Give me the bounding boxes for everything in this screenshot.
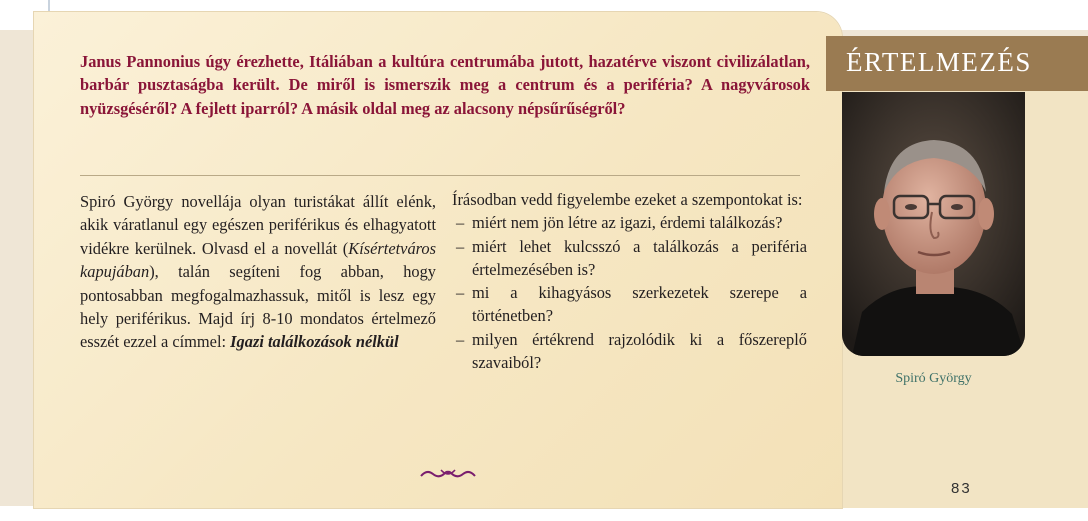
criteria-item [452, 281, 807, 328]
bottom-margin [0, 506, 1088, 521]
assignment-text [80, 190, 436, 354]
criteria-lead: Írásodban vedd figyelembe ezeket a szempontokat is: [452, 190, 803, 209]
page-number: 83 [951, 480, 972, 497]
criteria-item-text: milyen értékrend rajzolódik ki a főszereplő szavaiból? [472, 329, 807, 373]
dash-bullet: – [456, 236, 465, 256]
ornament-flourish [419, 467, 477, 481]
portrait-caption: Spiró György [895, 371, 972, 386]
assignment-text-part1: Spiró György novellája olyan turistákat állít elénk, akik váratlanul egy egészen periférikus és elhagyatott vidékre kerülnek. Olvasd el a novellát ( [80, 192, 436, 258]
story-title: Kísértetváros kapujában [80, 238, 436, 282]
assignment-text-part2: ), talán segíteni fog abban, hogy pontosabban megfogalmazhassuk, mitől is lesz egy hely periférikus. Majd írj 8-10 mondatos értelmező esszét ezzel a címmel: [80, 262, 436, 352]
author-portrait [842, 92, 1025, 356]
criteria-item [452, 211, 807, 234]
criteria-item-text: mi a kihagyásos szerkezetek szerepe a történetben? [472, 283, 807, 326]
section-divider [80, 175, 800, 176]
dash-bullet: – [456, 329, 465, 349]
criteria-item [452, 328, 807, 375]
criteria-item-text: miért lehet kulcsszó a találkozás a periféria értelmezésében is? [472, 236, 807, 279]
dash-bullet: – [456, 283, 465, 303]
section-title: ÉRTELMEZÉS [846, 47, 1032, 77]
criteria-item-text: miért nem jön létre az igazi, érdemi találkozás? [472, 213, 783, 233]
dash-bullet: – [456, 213, 465, 233]
intro-paragraph: Janus Pannonius úgy érezhette, Itáliában a kultúra centrumába jutott, hazatérve viszont civilizálatlan, barbár pusztaságba került. De miről is ismerszik meg a centrum és a periféria? A nagyvárosok nyüzsgéséről? A fejlett iparról? A másik oldal meg az alacsony népsűrűségről? [80, 52, 810, 118]
criteria-item [452, 235, 807, 282]
criteria-list [452, 211, 807, 374]
criteria-column [452, 188, 807, 374]
essay-title: Igazi találkozások nélkül [230, 332, 399, 352]
